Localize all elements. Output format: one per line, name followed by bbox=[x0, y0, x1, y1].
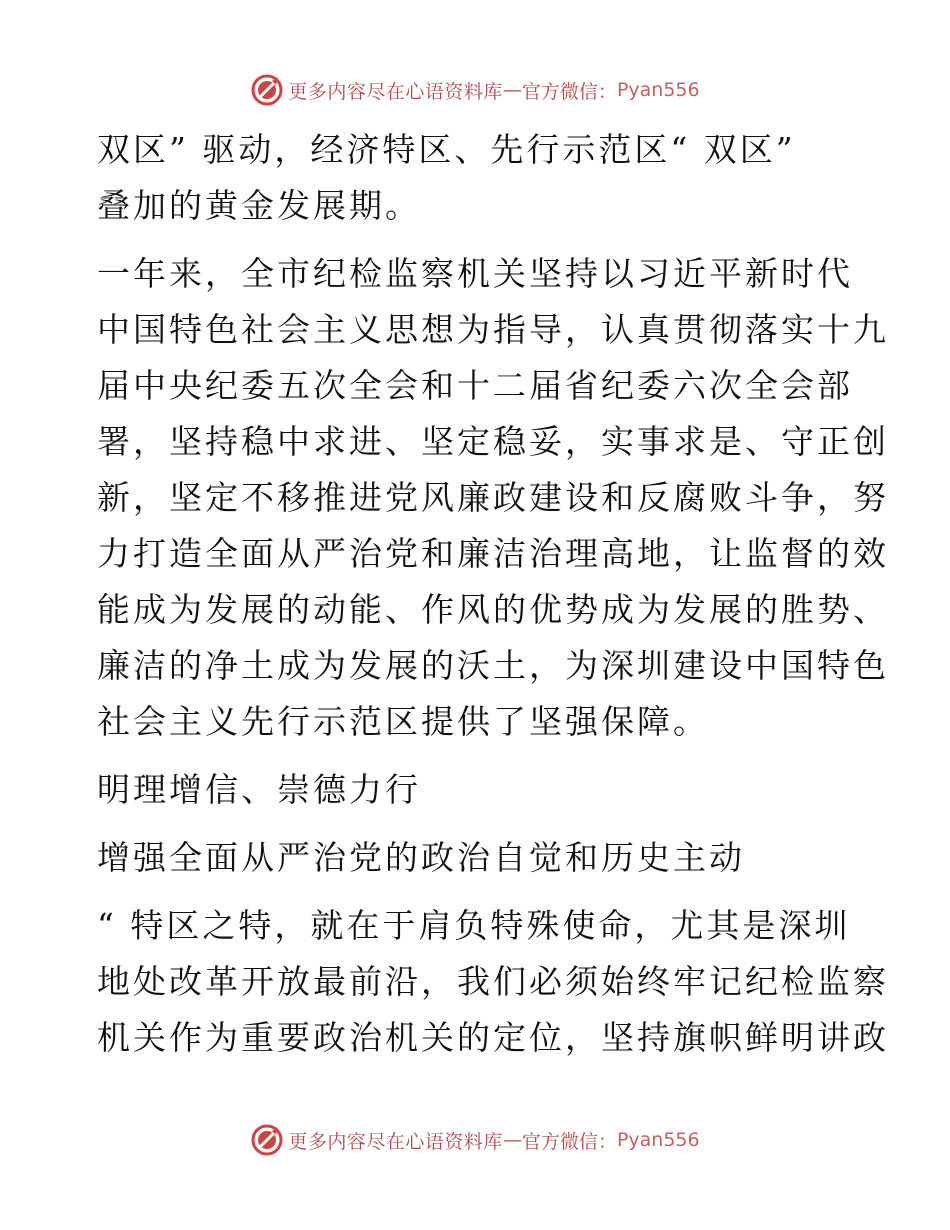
text-line: 新，坚定不移推进党风廉政建设和反腐败斗争，努 bbox=[97, 478, 889, 517]
text-line: 叠加的黄金发展期。 bbox=[97, 186, 421, 225]
footer-banner bbox=[0, 1120, 950, 1160]
document-body bbox=[97, 122, 889, 1066]
banner-text: 更多内容尽在心语资料库 bbox=[288, 1130, 503, 1153]
logo-icon bbox=[250, 73, 284, 107]
text-line: 能成为发展的动能、作风的优势成为发展的胜势、 bbox=[97, 590, 889, 629]
banner-text: 更多内容尽在心语资料库 bbox=[288, 80, 503, 103]
banner-wechat-id: Pyan556 bbox=[616, 79, 700, 101]
text-line: “ 特区之特，就在于肩负特殊使命，尤其是深圳 bbox=[97, 906, 851, 945]
banner-wechat-label: 官方微信： bbox=[521, 80, 617, 103]
section-subheading: 增强全面从严治党的政治自觉和历史主动 bbox=[97, 838, 745, 877]
banner-wechat-id: Pyan556 bbox=[616, 1129, 700, 1151]
banner-wechat-label: 官方微信： bbox=[521, 1130, 617, 1153]
paragraph-1 bbox=[97, 122, 857, 234]
text-line: 社会主义先行示范区提供了坚强保障。 bbox=[97, 702, 709, 741]
paragraph-2 bbox=[97, 246, 889, 750]
text-line: 届中央纪委五次全会和十二届省纪委六次全会部 bbox=[97, 366, 853, 405]
text-line: 力打造全面从严治党和廉洁治理高地，让监督的效 bbox=[97, 534, 889, 573]
text-line: 署，坚持稳中求进、坚定稳妥，实事求是、守正创 bbox=[97, 422, 889, 461]
section-heading: 明理增信、崇德力行 bbox=[97, 770, 421, 809]
text-line: 机关作为重要政治机关的定位，坚持旗帜鲜明讲政 bbox=[97, 1018, 889, 1057]
header-banner bbox=[0, 70, 950, 110]
logo-icon bbox=[250, 1123, 284, 1157]
banner-separator: — bbox=[502, 1129, 522, 1151]
banner-separator: — bbox=[502, 79, 522, 101]
text-line: 中国特色社会主义思想为指导，认真贯彻落实十九 bbox=[97, 310, 889, 349]
text-line: 廉洁的净土成为发展的沃土，为深圳建设中国特色 bbox=[97, 646, 889, 685]
text-line: 双区” 驱动，经济特区、先行示范区“ 双区” bbox=[97, 130, 796, 169]
text-line: 一年来，全市纪检监察机关坚持以习近平新时代 bbox=[97, 254, 853, 293]
paragraph-3 bbox=[97, 898, 889, 1066]
text-line: 地处改革开放最前沿，我们必须始终牢记纪检监察 bbox=[97, 962, 889, 1001]
